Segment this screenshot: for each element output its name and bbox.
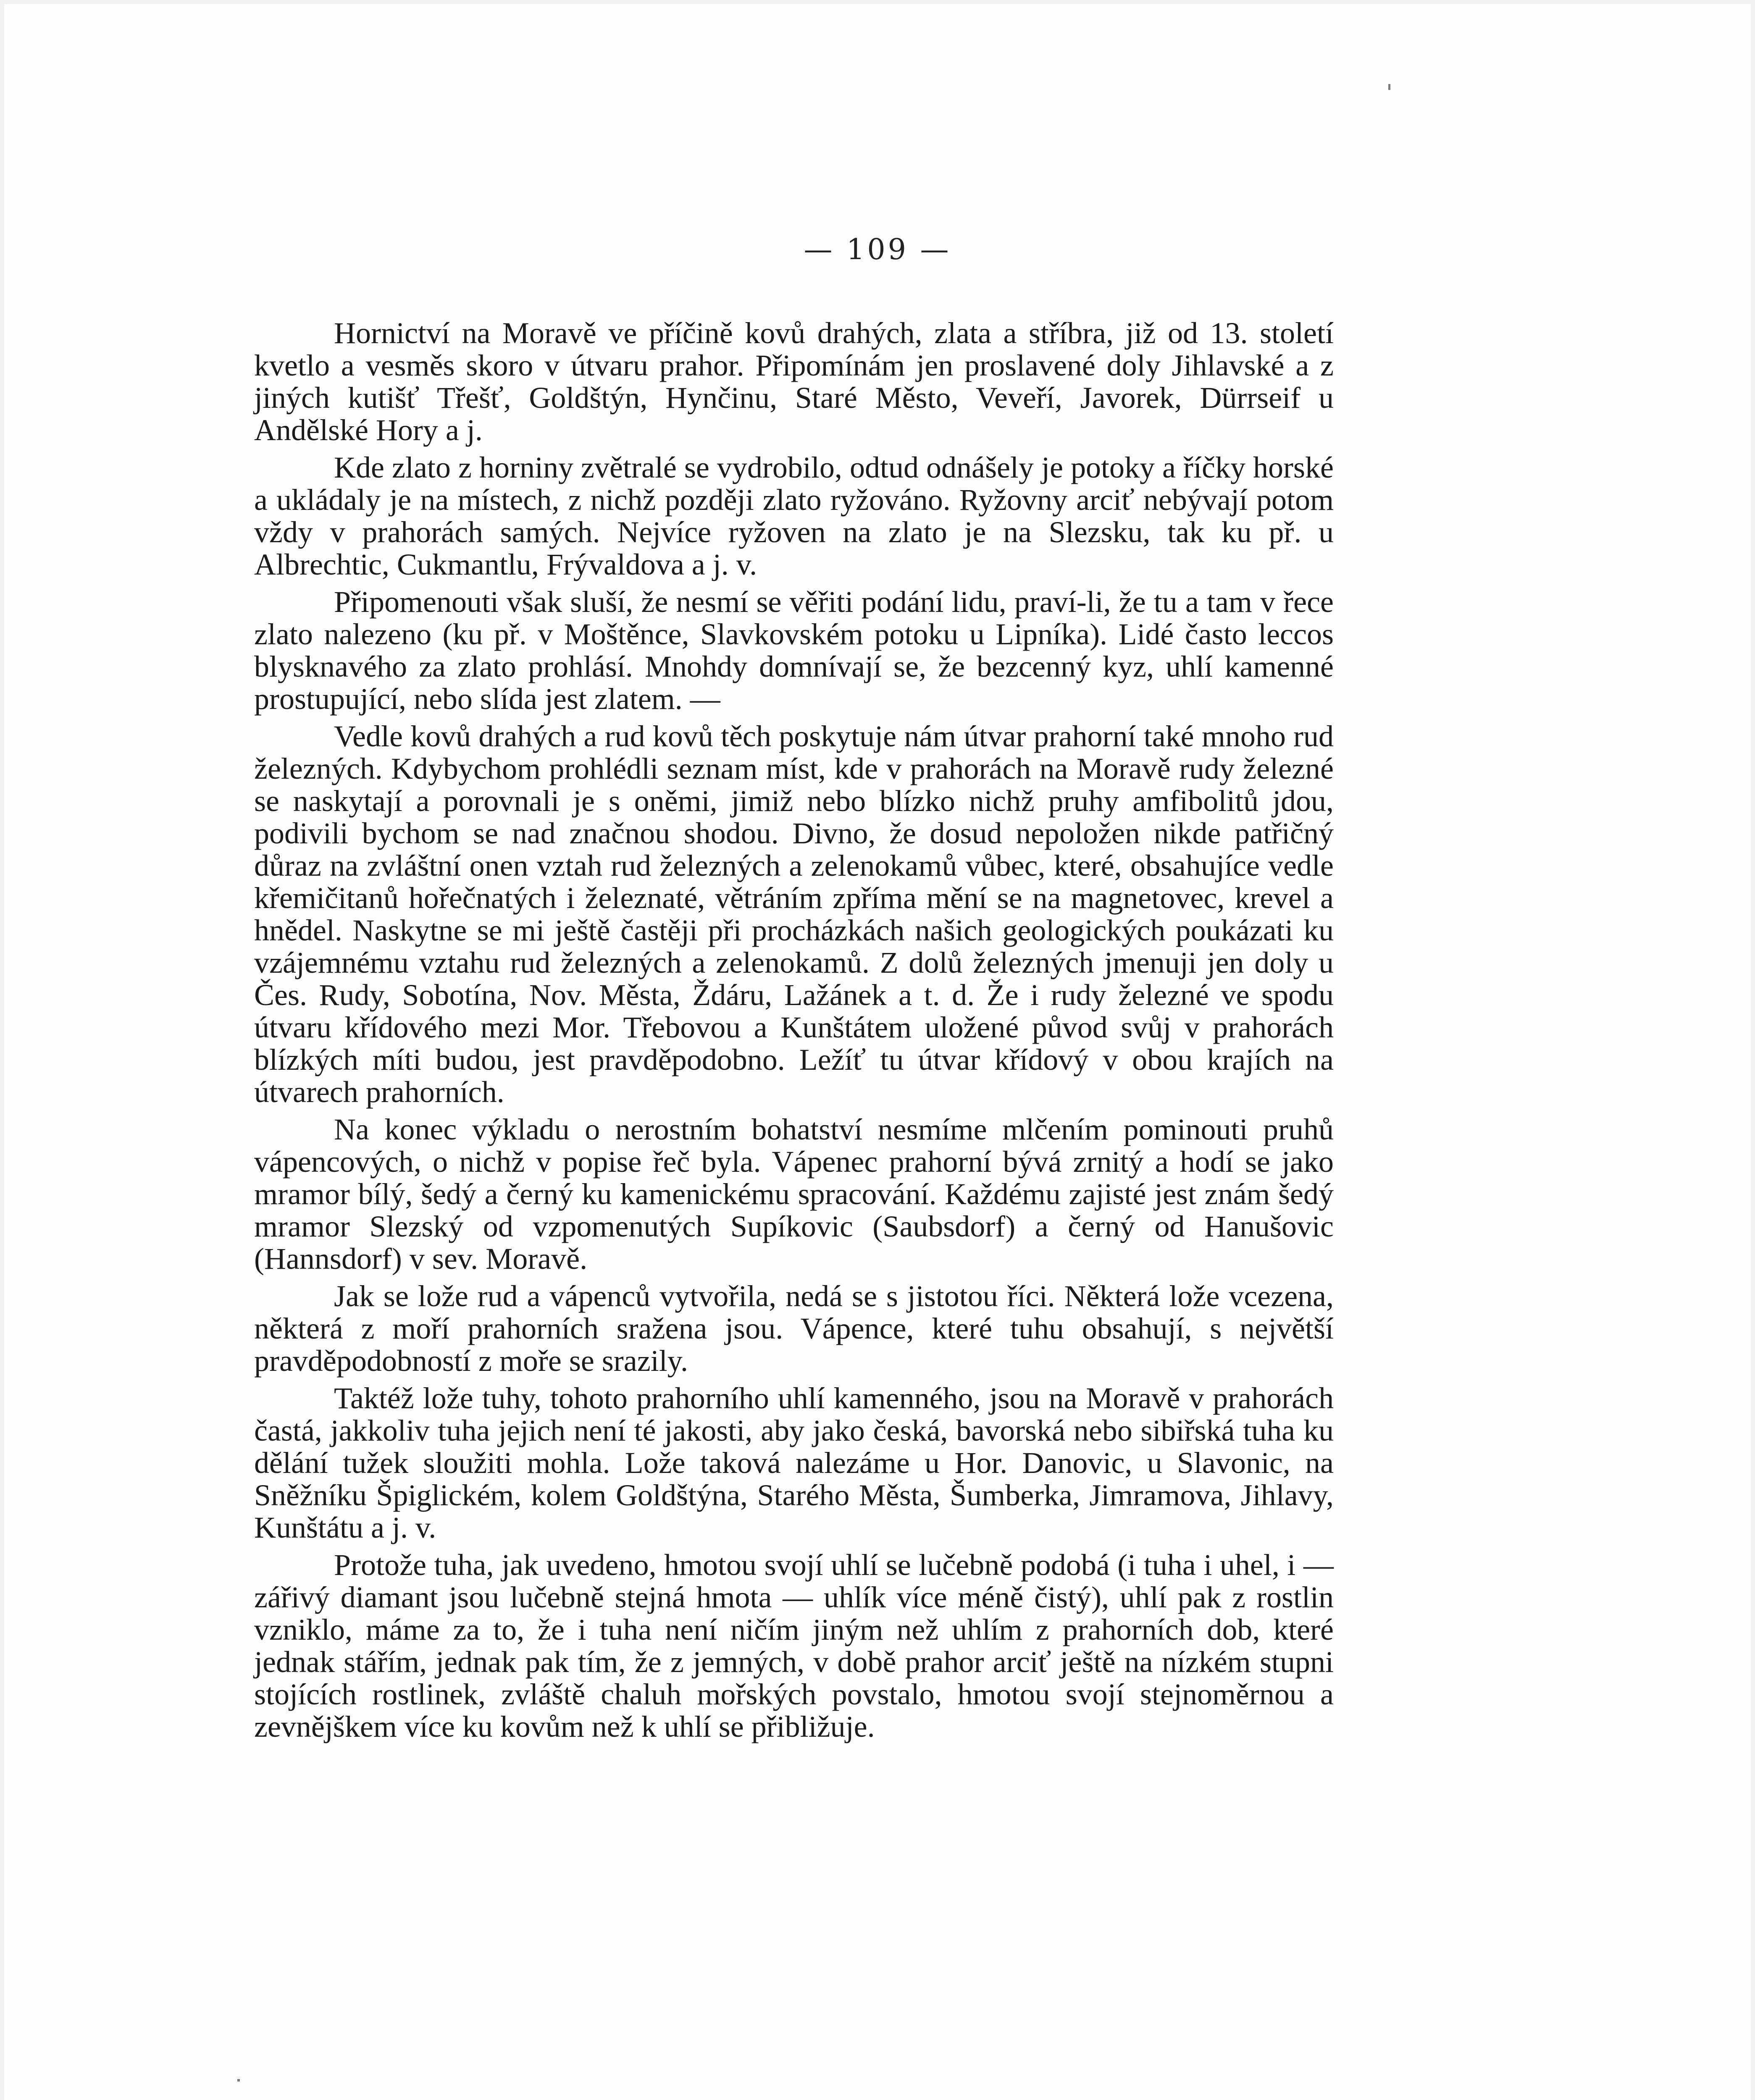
paragraph-folk-claims: Připomenouti však sluší, že nesmí se věřiti podání lidu, praví-li, že tu a tam v řece zlato nalezeno (ku př. v Moštěnce, Slavkovském potoku u Lipníka). Lidé často leccos blysknavého za zlato prohlásí. Mnohdy domnívají se, že bezcenný kyz, uhlí kamenné prostupující, nebo slída jest zlatem. —	[254, 585, 1334, 716]
scan-speck	[237, 2079, 240, 2082]
paragraph-iron-ores: Vedle kovů drahých a rud kovů těch poskytuje nám útvar prahorní také mnoho rud železných. Kdybychom prohlédli seznam míst, kde v prahorách na Moravě rudy železné se naskytají a porovnali je s oněmi, jimiž nebo blízko nichž pruhy amfibolitů jdou, podivili bychom se nad značnou shodou. Divno, že dosud nepoložen nikde patřičný důraz na zvláštní onen vztah rud železných a zelenokamů vůbec, které, obsahujíce vedle křemičitanů hořečnatých i železnaté, větráním zpříma mění se na magnetovec, krevel a hnědel. Naskytne se mi ještě častěji při procházkách našich geologických poukázati ku vzájemnému vztahu rud železných a zelenokamů. Z dolů železných jmenuji jen doly u Čes. Rudy, Sobotína, Nov. Města, Ždáru, Lažánek a t. d. Že i rudy železné ve spodu útvaru křídového mezi Mor. Třebovou a Kunštátem uložené původ svůj v prahorách blízkých míti budou, jest pravděpodobno. Ležíť tu útvar křídový v obou krajích na útvarech prahorních.	[254, 719, 1334, 1109]
paragraph-limestone: Na konec výkladu o nerostním bohatství nesmíme mlčením pominouti pruhů vápencových, o nichž v popise řeč byla. Vápenec prahorní bývá zrnitý a hodí se jako mramor bílý, šedý a černý ku kamenickému spracování. Každému zajisté jest znám šedý mramor Slezský od vzpomenutých Supíkovic (Saubsdorf) a černý od Hanušovic (Hannsdorf) v sev. Moravě.	[254, 1113, 1334, 1276]
paragraph-graphite-deposits: Taktéž lože tuhy, tohoto prahorního uhlí kamenného, jsou na Moravě v prahorách častá, jakkoliv tuha jejich není té jakosti, aby jako česká, bavorská nebo sibiřská tuha ku dělání tužek sloužiti mohla. Lože taková nalezáme u Hor. Danovic, u Slavonic, na Sněžníku Špiglickém, kolem Goldštýna, Starého Města, Šumberka, Jimramova, Jihlavy, Kunštátu a j. v.	[254, 1381, 1334, 1544]
paragraph-mining-history: Hornictví na Moravě ve příčině kovů drahých, zlata a stříbra, již od 13. století kvetlo a vesměs skoro v útvaru prahor. Připomínám jen proslavené doly Jihlavské a z jiných kutišť Třešť, Goldštýn, Hynčinu, Staré Město, Veveří, Javorek, Dürrseif u Andělské Hory a j.	[254, 316, 1334, 447]
body-text	[254, 317, 1334, 1743]
page-number: — 109 —	[804, 233, 951, 266]
paragraph-ore-formation: Jak se lože rud a vápenců vytvořila, nedá se s jistotou říci. Některá lože vcezena, některá z moří prahorních sražena jsou. Vápence, které tuhu obsahují, s největší pravděpodobností z moře se srazily.	[254, 1279, 1334, 1378]
paragraph-graphite-origin: Protože tuha, jak uvedeno, hmotou svojí uhlí se lučebně podobá (i tuha i uhel, i — zářivý diamant jsou lučebně stejná hmota — uhlík více méně čistý), uhlí pak z rostlin vzniklo, máme za to, že i tuha není ničím jiným než uhlím z prahorních dob, které jednak stářím, jednak pak tím, že z jemných, v době prahor arciť ještě na nízkém stupni stojících rostlinek, zvláště chaluh mořských povstalo, hmotou svojí stejnoměrnou a zevnějškem více ku kovům než k uhlí se přibližuje.	[254, 1548, 1334, 1743]
paragraph-gold-panning: Kde zlato z horniny zvětralé se vydrobilo, odtud odnášely je potoky a říčky horské a ukládaly je na místech, z nichž později zlato ryžováno. Ryžovny arciť nebývají potom vždy v prahorách samých. Nejvíce ryžoven na zlato je na Slezsku, tak ku př. u Albrechtic, Cukmantlu, Frývaldova a j. v.	[254, 451, 1334, 581]
scan-speck	[1388, 84, 1390, 90]
